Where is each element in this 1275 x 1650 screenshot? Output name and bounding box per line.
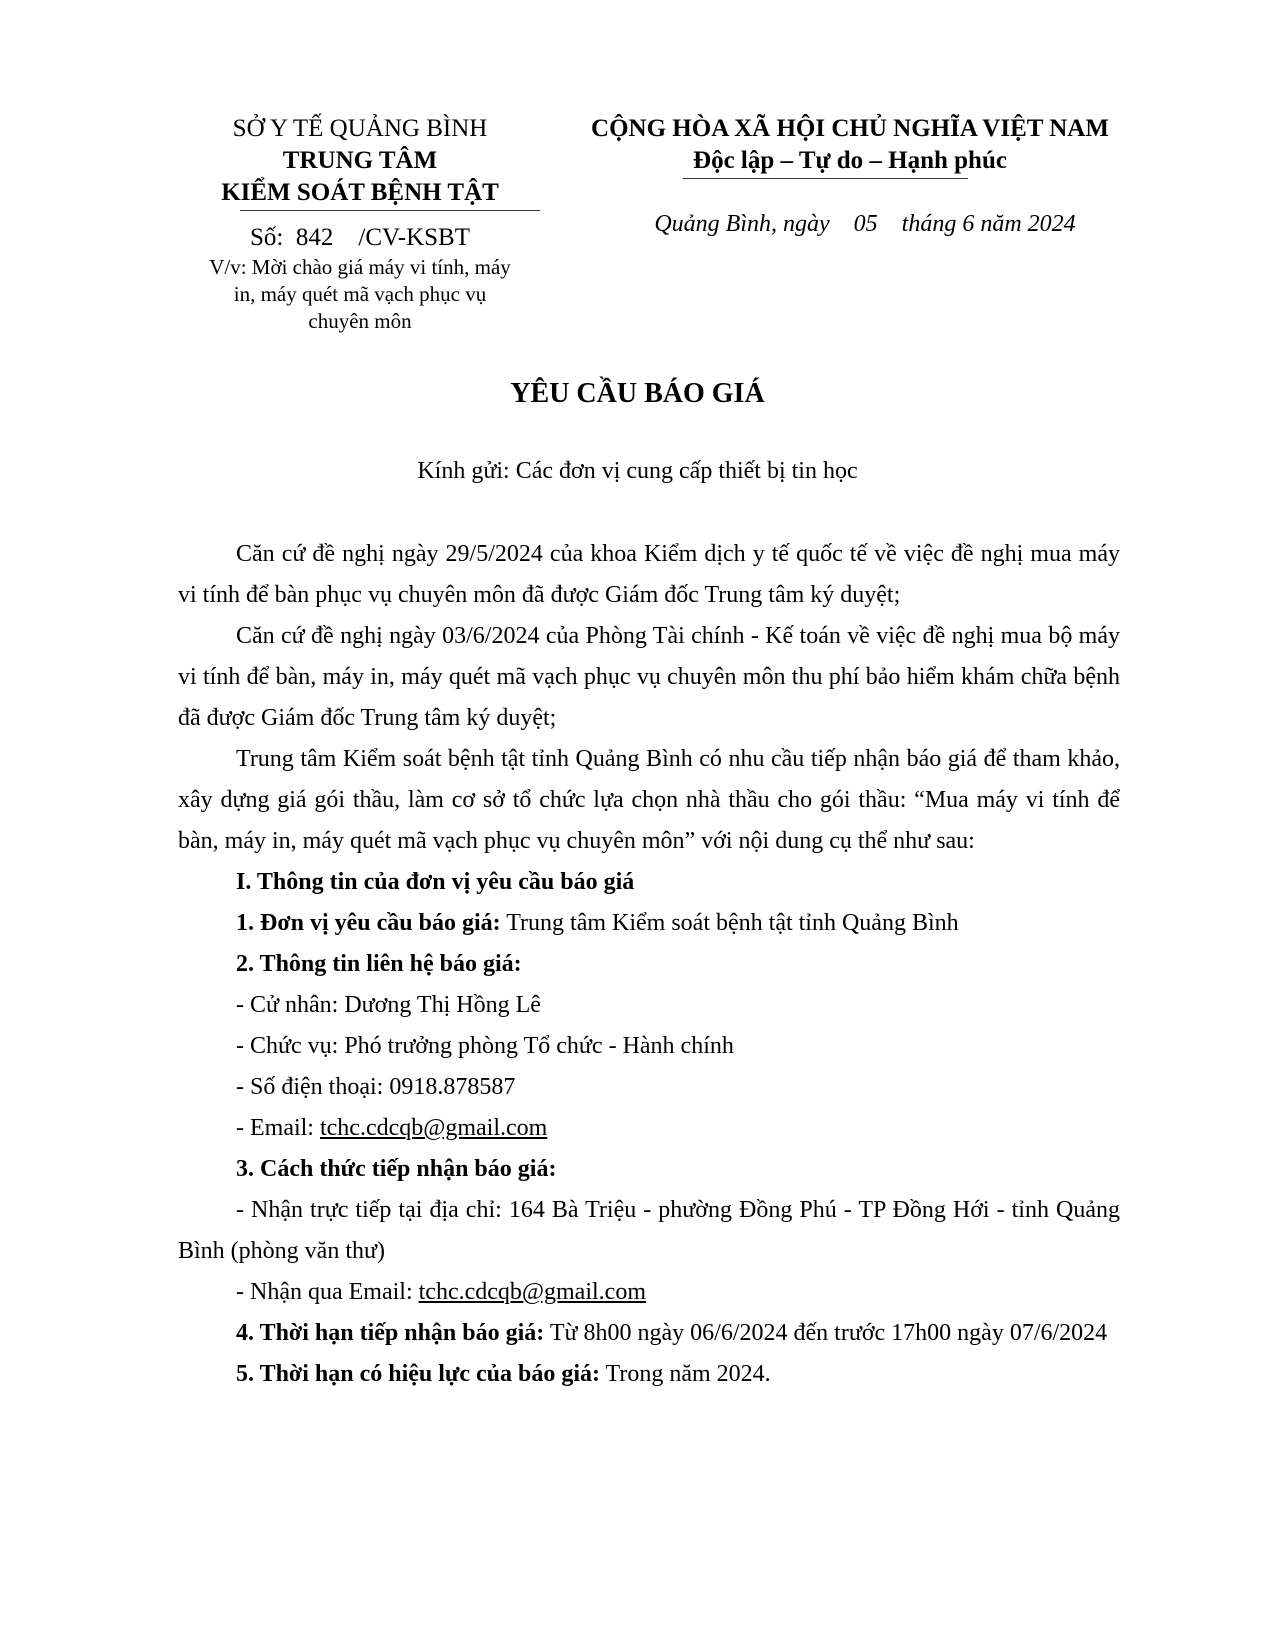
- contact-position: - Chức vụ: Phó trưởng phòng Tổ chức - Hành chính: [236, 1033, 734, 1059]
- doc-number-value: 842: [295, 224, 334, 251]
- receive-direct: - Nhận trực tiếp tại địa chỉ: 164 Bà Triệu - phường Đồng Phú - TP Đồng Hới - tỉnh Quảng Bình (phòng văn thư): [178, 1197, 1120, 1264]
- ministry-name: SỞ Y TẾ QUẢNG BÌNH: [232, 115, 488, 142]
- document-title: YÊU CẦU BÁO GIÁ: [510, 378, 765, 409]
- item-contact-heading: 2. Thông tin liên hệ báo giá:: [236, 951, 522, 977]
- date-day: 05: [853, 211, 878, 237]
- item-deadline: 4. Thời hạn tiếp nhận báo giá: Từ 8h00 ngày 06/6/2024 đến trước 17h00 ngày 07/6/2024: [236, 1320, 1108, 1346]
- org-name-line1: TRUNG TÂM: [282, 147, 438, 174]
- item-validity: 5. Thời hạn có hiệu lực của báo giá: Trong năm 2024.: [236, 1361, 771, 1387]
- contact-phone: - Số điện thoại: 0918.878587: [236, 1074, 516, 1100]
- document-date: Quảng Bình, ngày 05 tháng 6 năm 2024: [654, 211, 1076, 237]
- national-motto: Độc lập – Tự do – Hạnh phúc: [693, 147, 1007, 174]
- email-link[interactable]: tchc.cdcqb@gmail.com: [319, 1115, 548, 1141]
- header-divider-left: [240, 210, 540, 211]
- section-heading: I. Thông tin của đơn vị yêu cầu báo giá: [236, 869, 635, 895]
- national-header: [540, 113, 1160, 177]
- document-body: [178, 534, 1120, 1395]
- nation-name: CỘNG HÒA XÃ HỘI CHỦ NGHĨA VIỆT NAM: [591, 115, 1109, 142]
- motto-underline: [683, 178, 968, 179]
- contact-name: - Cử nhân: Dương Thị Hồng Lê: [236, 992, 541, 1018]
- item-receive-heading: 3. Cách thức tiếp nhận báo giá:: [236, 1156, 557, 1182]
- paragraph-basis-2: Căn cứ đề nghị ngày 03/6/2024 của Phòng Tài chính - Kế toán về việc đề nghị mua bộ máy vi tính để bàn, máy in, máy quét mã vạch phục vụ chuyên môn thu phí bảo hiểm khám chữa bệnh đã được Giám đốc Trung tâm ký duyệt;: [178, 623, 1120, 731]
- paragraph-request: Trung tâm Kiểm soát bệnh tật tỉnh Quảng Bình có nhu cầu tiếp nhận báo giá để tham khảo, xây dựng giá gói thầu, làm cơ sở tổ chức lựa chọn nhà thầu cho gói thầu: “Mua máy vi tính để bàn, máy in, máy quét mã vạch phục vụ chuyên môn” với nội dung cụ thể như sau:: [178, 746, 1120, 854]
- paragraph-basis-1: Căn cứ đề nghị ngày 29/5/2024 của khoa Kiểm dịch y tế quốc tế về việc đề nghị mua máy vi tính để bàn phục vụ chuyên môn đã được Giám đốc Trung tâm ký duyệt;: [178, 541, 1120, 608]
- item-requesting-unit: 1. Đơn vị yêu cầu báo giá: Trung tâm Kiểm soát bệnh tật tỉnh Quảng Bình: [236, 910, 959, 936]
- recipient-line: Kính gửi: Các đơn vị cung cấp thiết bị tin học: [417, 458, 858, 484]
- email-link[interactable]: tchc.cdcqb@gmail.com: [418, 1279, 646, 1305]
- document-number: Số: 842 /CV-KSBT: [250, 224, 470, 251]
- document-subject: V/v: Mời chào giá máy vi tính, máy in, máy quét mã vạch phục vụ chuyên môn: [209, 255, 511, 333]
- org-name-line2: KIỂM SOÁT BỆNH TẬT: [221, 179, 499, 206]
- contact-email: - Email: tchc.cdcqb@gmail.com: [236, 1115, 548, 1141]
- issuing-authority: [180, 113, 540, 209]
- receive-email: - Nhận qua Email: tchc.cdcqb@gmail.com: [236, 1279, 646, 1305]
